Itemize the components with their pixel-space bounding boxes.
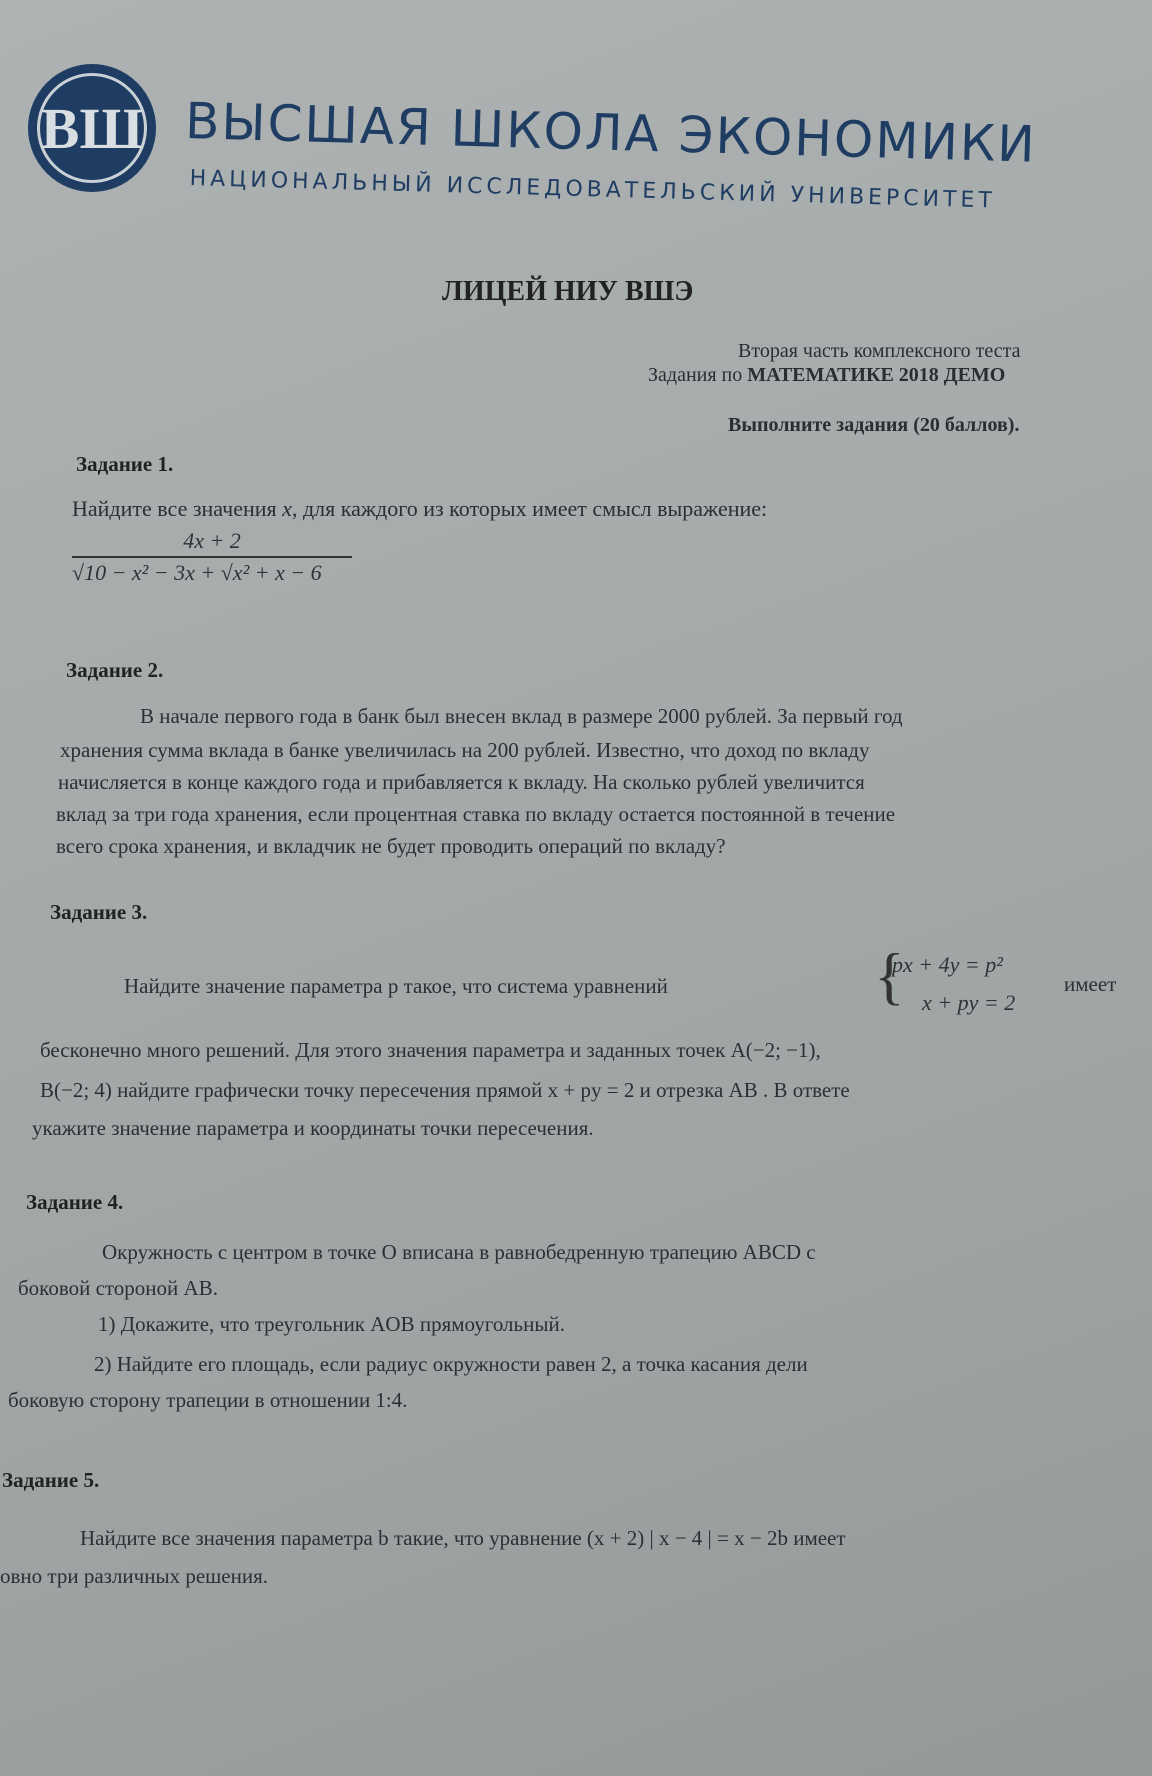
task-4-line-2: боковой стороной AB. — [18, 1276, 218, 1300]
system-equation-2: x + py = 2 — [922, 990, 1016, 1015]
task-3-line-1-end: имеет — [1064, 972, 1117, 996]
system-brace: { — [874, 940, 905, 1011]
task-3-line-1: Найдите значение параметра p такое, что система уравнений — [124, 974, 668, 998]
task-4-line-5: боковую сторону трапеции в отношении 1:4. — [8, 1388, 408, 1412]
task-4-line-1: Окружность с центром в точке О вписана в равнобедренную трапецию ABCD с — [102, 1240, 816, 1264]
task-2-line-5: всего срока хранения, и вкладчик не будет проводить операций по вкладу? — [56, 834, 726, 858]
brand-name: ВЫСШАЯ ШКОЛА ЭКОНОМИКИ — [184, 92, 1038, 174]
task-1-text-a: Найдите все значения — [72, 496, 283, 521]
document-title: ЛИЦЕЙ НИУ ВШЭ — [442, 276, 694, 307]
task-3-title: Задание 3. — [50, 900, 148, 924]
task-2-line-2: хранения сумма вклада в банке увеличилась на 200 рублей. Известно, что доход по вкладу — [60, 738, 870, 762]
task-1-var: x — [282, 496, 292, 521]
task-3-line-3: B(−2; 4) найдите графически точку пересечения прямой x + py = 2 и отрезка AB . В ответе — [40, 1078, 850, 1102]
subject-line — [648, 364, 1005, 387]
task-2-line-3: начисляется в конце каждого года и прибавляется к вкладу. На сколько рублей увеличится — [58, 770, 865, 794]
subject-prefix: Задания по — [648, 364, 748, 386]
task-3-line-4: укажите значение параметра и координаты точки пересечения. — [32, 1116, 594, 1140]
task-2-line-1: В начале первого года в банк был внесен вклад в размере 2000 рублей. За первый год — [140, 704, 903, 728]
task-5-title: Задание 5. — [2, 1468, 100, 1492]
task-4-line-3: 1) Докажите, что треугольник AOB прямоугольный. — [98, 1312, 565, 1336]
fraction-numerator: 4x + 2 — [183, 528, 241, 553]
hse-logo-mark: ВШ — [37, 73, 147, 183]
subject-bold: МАТЕМАТИКЕ 2018 ДЕМО — [747, 364, 1006, 386]
task-4-line-4: 2) Найдите его площадь, если радиус окружности равен 2, а точка касания дели — [94, 1352, 808, 1376]
instructions-line: Выполните задания (20 баллов). — [728, 414, 1020, 436]
fraction-bar — [72, 556, 352, 558]
task-2-title: Задание 2. — [66, 658, 164, 682]
test-part-line: Вторая часть комплексного теста — [738, 340, 1021, 362]
fraction-denominator: √10 − x² − 3x + √x² + x − 6 — [72, 560, 322, 585]
system-equation-1: px + 4y = p² — [892, 952, 1003, 977]
task-4-title: Задание 4. — [26, 1190, 124, 1214]
brand-subtitle: НАЦИОНАЛЬНЫЙ ИССЛЕДОВАТЕЛЬСКИЙ УНИВЕРСИТЕТ — [189, 166, 997, 214]
task-1-title: Задание 1. — [76, 452, 174, 476]
task-1-expression — [72, 528, 352, 586]
task-2-line-4: вклад за три года хранения, если процентная ставка по вкладу остается постоянной в течение — [56, 802, 896, 826]
task-1-text — [72, 496, 767, 522]
task-5-line-1: Найдите все значения параметра b такие, что уравнение (x + 2) | x − 4 | = x − 2b имеет — [80, 1526, 846, 1550]
task-1-text-b: , для каждого из которых имеет смысл выражение: — [291, 496, 768, 521]
task-3-line-2: бесконечно много решений. Для этого значения параметра и заданных точек A(−2; −1), — [40, 1038, 821, 1062]
hse-logo — [28, 64, 156, 192]
task-5-line-2: овно три различных решения. — [0, 1564, 269, 1588]
